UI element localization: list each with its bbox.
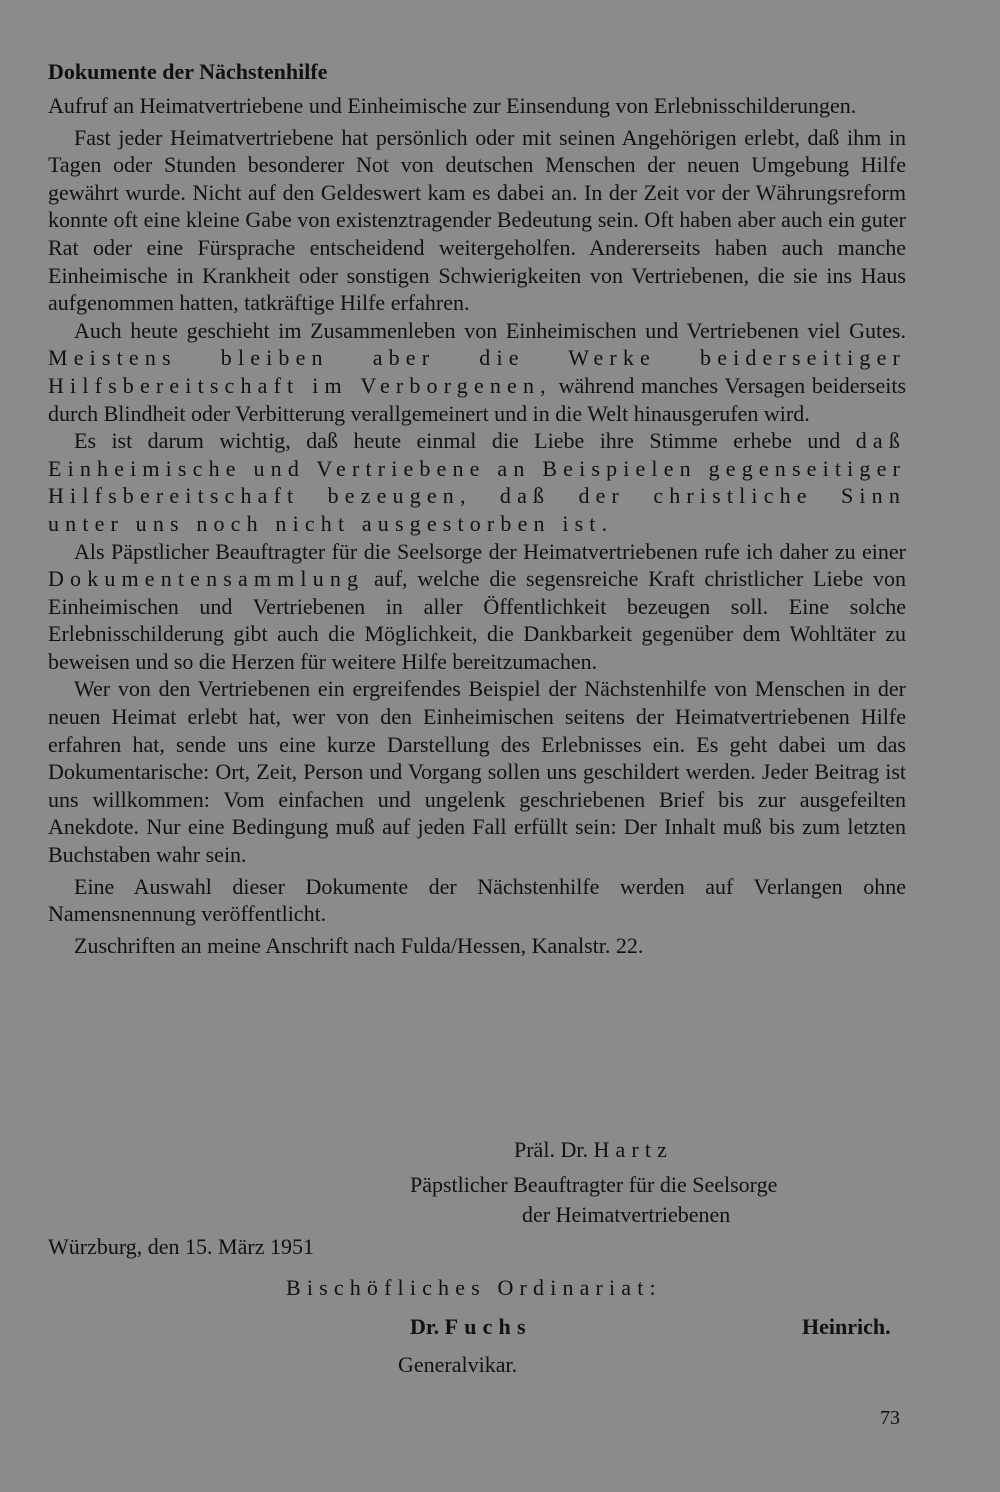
fuchs-prefix: Dr. xyxy=(410,1314,440,1339)
place-date: Würzburg, den 15. März 1951 xyxy=(48,1234,314,1259)
generalvikar-title: Generalvikar. xyxy=(398,1352,518,1377)
signatory-name xyxy=(514,1137,673,1163)
signatory-prefix: Präl. Dr. xyxy=(514,1137,588,1162)
paragraph-4-part-c: auf, welche die segensreiche Kraft christlicher Liebe von Einheimischen und Vertriebenen in aller Öffentlichkeit bezeugen soll. Eine solche Erlebnisschilderung gibt auch die Möglichkeit, die Dankbarkeit gegenüber dem Wohltäter zu beweisen und so die Herzen für weitere Hilfe bereitzumachen. xyxy=(48,566,906,674)
ordinariat-heading: Bischöfliches Ordinariat: xyxy=(286,1275,662,1300)
paragraph-5: Wer von den Vertriebenen ein ergreifendes Beispiel der Nächstenhilfe von Menschen in der neuen Heimat erlebt hat, wer von den Einheimischen seitens der Heimatvertriebenen Hilfe erfahren hat, sende uns eine kurze Darstellung des Erlebnisses ein. Es geht dabei um das Dokumentarische: Ort, Zeit, Person und Vorgang sollen uns geschildert werden. Jeder Beitrag ist uns willkommen: Vom einfachen und ungelenk geschriebenen Brief bis zur ausgefeilten Anekdote. Nur eine Bedingung muß auf jeden Fall erfüllt sein: Der Inhalt muß bis zum letzten Buchstaben wahr sein. xyxy=(48,676,906,868)
paragraph-2 xyxy=(48,317,906,427)
fuchs-name: Fuchs xyxy=(444,1314,532,1339)
paragraph-6: Eine Auswahl dieser Dokumente der Nächstenhilfe werden auf Verlangen ohne Namensnennung veröffentlicht. xyxy=(48,873,906,927)
paragraph-2-part-c: während manches Versagen beiderseits durch Blindheit oder Verbitterung verallgemeinert und in die Welt hinausgerufen wird. xyxy=(48,372,907,426)
signatory-surname: Hartz xyxy=(593,1137,674,1162)
document-heading: Dokumente der Nächstenhilfe xyxy=(48,59,328,84)
paragraph-1: Fast jeder Heimatvertriebene hat persönlich oder mit seinen Angehörigen erlebt, daß ihm in Tagen oder Stunden besonderer Not von deutschen Menschen der neuen Umgebung Hilfe gewährt wurde. Nicht auf den Geldeswert kam es dabei an. In der Zeit vor der Währungsreform konnte oft eine kleine Gabe von existenztragender Bedeutung sein. Oft haben aber auch ein guter Rat oder eine Fürsprache entscheidend weitergeholfen. Andererseits haben auch manche Einheimische in Krankheit oder sonstigen Schwierigkeiten von Vertriebenen, die sie ins Haus aufgenommen hatten, tatkräftige Hilfe erfahren. xyxy=(48,124,906,316)
paragraph-3 xyxy=(48,427,906,537)
signatory-title-line-1: Päpstlicher Beauftragter für die Seelsorge xyxy=(410,1172,778,1197)
paragraph-2-part-a: Auch heute geschieht im Zusammenleben von Einheimischen und Vertriebenen viel Gutes. xyxy=(74,317,906,343)
document-page xyxy=(48,58,906,959)
paragraph-4-emphasis: Dokumentensammlung xyxy=(48,566,365,592)
paragraph-3-part-a: Es ist darum wichtig, daß heute einmal die Liebe ihre Stimme erhebe und xyxy=(74,428,841,454)
subtitle-paragraph: Aufruf an Heimatvertriebene und Einheimische zur Einsendung von Erlebnisschilderungen. xyxy=(48,93,857,118)
paragraph-2-emphasis: Meistens bleiben aber die Werke beiderseitiger Hilfsbereitschaft im Verborgenen, xyxy=(48,345,906,398)
fuchs-signature xyxy=(410,1314,532,1340)
heinrich-signature: Heinrich. xyxy=(802,1314,891,1339)
page-number: 73 xyxy=(880,1407,900,1429)
paragraph-3-emphasis: daß Einheimische und Vertriebene an Beispielen gegenseitiger Hilfsbereitschaft bezeugen, daß der christliche Sinn unter uns noch nicht ausgestorben ist. xyxy=(48,428,907,536)
paragraph-4-part-a: Als Päpstlicher Beauftragter für die Seelsorge der Heimatvertriebenen rufe ich daher zu einer xyxy=(74,538,906,564)
paragraph-7: Zuschriften an meine Anschrift nach Fulda/Hessen, Kanalstr. 22. xyxy=(74,932,644,958)
signatory-title-line-2: der Heimatvertriebenen xyxy=(522,1202,731,1227)
paragraph-4 xyxy=(48,538,906,676)
